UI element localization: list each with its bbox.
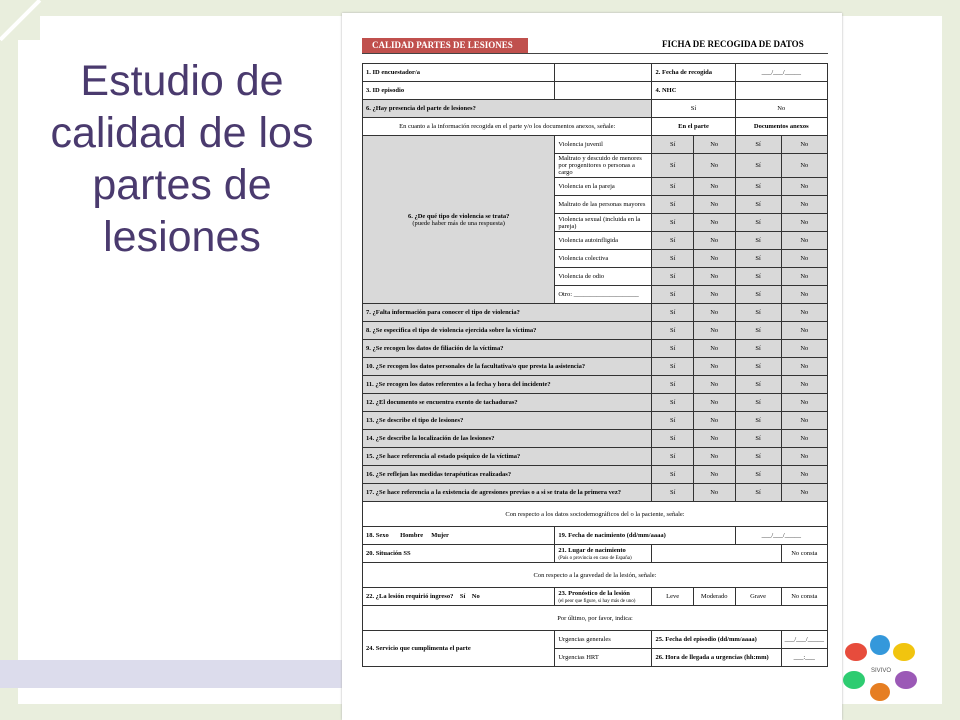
q8-anexo-no[interactable]: No — [781, 322, 827, 340]
q24-servicio — [363, 631, 555, 667]
last-heading: Por último, por favor, indica: — [363, 606, 828, 631]
q10-anexo-no[interactable]: No — [781, 358, 827, 376]
vt8-parte-no[interactable]: No — [693, 286, 735, 304]
q26-label: 26. Hora de llegada a urgencias (hh:mm) — [652, 649, 781, 667]
q23-sub: (el peor que figure, si hay más de uno) — [558, 598, 636, 604]
vt0-parte-no[interactable]: No — [693, 136, 735, 154]
vt1-anexo-no[interactable]: No — [781, 154, 827, 178]
vt8-anexo-yes[interactable]: Sí — [735, 286, 781, 304]
form-table — [362, 63, 828, 667]
q10-parte-no[interactable]: No — [693, 358, 735, 376]
vt7-parte-no[interactable]: No — [693, 268, 735, 286]
q15-parte-yes[interactable]: Sí — [652, 448, 693, 466]
q15-anexo-yes[interactable]: Sí — [735, 448, 781, 466]
q16-anexo-yes[interactable]: Sí — [735, 466, 781, 484]
question-15: 15. ¿Se hace referencia al estado psíquico de la víctima? — [363, 448, 652, 466]
q17-parte-yes[interactable]: Sí — [652, 484, 693, 502]
violence-question-label: 6. ¿De qué tipo de violencia se trata? — [407, 212, 510, 220]
gravity-heading: Con respecto a la gravedad de la lesión, señale: — [363, 563, 828, 588]
q14-anexo-no[interactable]: No — [781, 430, 827, 448]
q13-parte-no[interactable]: No — [693, 412, 735, 430]
question-7: 7. ¿Falta información para conocer el tipo de violencia? — [363, 304, 652, 322]
q9-parte-no[interactable]: No — [693, 340, 735, 358]
corner-star-icon — [0, 0, 40, 40]
q22-si[interactable]: Sí — [459, 593, 466, 600]
vt4-anexo-yes[interactable]: Sí — [735, 214, 781, 232]
violence-type-5: Violencia autoinfligida — [555, 232, 652, 250]
q24-label: 24. Servicio que cumplimenta el parte — [366, 645, 471, 652]
q13-parte-yes[interactable]: Sí — [652, 412, 693, 430]
vt8-anexo-no[interactable]: No — [781, 286, 827, 304]
vt7-anexo-no[interactable]: No — [781, 268, 827, 286]
q11-parte-yes[interactable]: Sí — [652, 376, 693, 394]
violence-type-3: Maltrato de las personas mayores — [555, 196, 652, 214]
hands-logo-icon — [836, 630, 926, 708]
q15-parte-no[interactable]: No — [693, 448, 735, 466]
q11-anexo-no[interactable]: No — [781, 376, 827, 394]
q17-anexo-no[interactable]: No — [781, 484, 827, 502]
question-6: 6. ¿Hay presencia del parte de lesiones? — [363, 100, 652, 118]
info-row-label: En cuanto a la información recogida en el parte y/o los documentos anexos, señale: — [363, 118, 652, 136]
q16-anexo-no[interactable]: No — [781, 466, 827, 484]
nhc-value[interactable] — [735, 82, 827, 100]
question-10: 10. ¿Se recogen los datos personales de la facultativa/o que presta la asistencia? — [363, 358, 652, 376]
fecha-recogida-value[interactable]: ___/___/_____ — [735, 64, 827, 82]
q8-anexo-yes[interactable]: Sí — [735, 322, 781, 340]
q8-parte-yes[interactable]: Sí — [652, 322, 693, 340]
form-document — [342, 13, 842, 720]
vt0-anexo-yes[interactable]: Sí — [735, 136, 781, 154]
field-id-encuestador: 1. ID encuestador/a — [363, 64, 555, 82]
question-14: 14. ¿Se describe la localización de las lesiones? — [363, 430, 652, 448]
logo-text: SIVIVO — [870, 668, 892, 674]
form-header-right: FICHA DE RECOGIDA DE DATOS — [662, 39, 804, 49]
q21-birthplace — [555, 545, 652, 563]
q18-sex-label — [363, 527, 555, 545]
q23-leve[interactable]: Leve — [652, 588, 693, 606]
violence-type-0: Violencia juvenil — [555, 136, 652, 154]
q7-anexo-yes[interactable]: Sí — [735, 304, 781, 322]
vt3-parte-no[interactable]: No — [693, 196, 735, 214]
vt6-anexo-yes[interactable]: Sí — [735, 250, 781, 268]
q20-ss-label: 20. Situación SS — [363, 545, 555, 563]
vt2-parte-yes[interactable]: Sí — [652, 178, 693, 196]
question-17: 17. ¿Se hace referencia a la existencia de agresiones previas o a si se trata de la primera vez? — [363, 484, 652, 502]
q15-anexo-no[interactable]: No — [781, 448, 827, 466]
info-col-parte: En el parte — [652, 118, 735, 136]
vt6-parte-no[interactable]: No — [693, 250, 735, 268]
q14-parte-no[interactable]: No — [693, 430, 735, 448]
violence-type-7: Violencia de odio — [555, 268, 652, 286]
q24-urgencias-generales[interactable]: Urgencias generales — [555, 631, 652, 649]
violence-type-6: Violencia colectiva — [555, 250, 652, 268]
q18-hombre[interactable]: Hombre — [400, 532, 424, 539]
question-9: 9. ¿Se recogen los datos de filiación de la víctima? — [363, 340, 652, 358]
vt4-parte-no[interactable]: No — [693, 214, 735, 232]
q19-birthdate-label: 19. Fecha de nacimiento (dd/mm/aaaa) — [555, 527, 735, 545]
q6-no[interactable]: No — [735, 100, 827, 118]
q7-parte-no[interactable]: No — [693, 304, 735, 322]
q9-anexo-no[interactable]: No — [781, 340, 827, 358]
q22-no[interactable]: No — [471, 593, 480, 600]
q16-parte-yes[interactable]: Sí — [652, 466, 693, 484]
q23-moderado[interactable]: Moderado — [693, 588, 735, 606]
q9-anexo-yes[interactable]: Sí — [735, 340, 781, 358]
q12-parte-no[interactable]: No — [693, 394, 735, 412]
vt2-anexo-no[interactable]: No — [781, 178, 827, 196]
q23-pronostico — [555, 588, 652, 606]
q24-urgencias-hrt[interactable]: Urgencias HRT — [555, 649, 652, 667]
question-12: 12. ¿El documento se encuentra exento de tachaduras? — [363, 394, 652, 412]
vt0-anexo-no[interactable]: No — [781, 136, 827, 154]
q21-label: 21. Lugar de nacimiento — [558, 546, 626, 554]
q17-parte-no[interactable]: No — [693, 484, 735, 502]
vt0-parte-yes[interactable]: Sí — [652, 136, 693, 154]
field-fecha-recogida: 2. Fecha de recogida — [652, 64, 735, 82]
question-8: 8. ¿Se especifica el tipo de violencia ejercida sobre la víctima? — [363, 322, 652, 340]
q21-no-consta[interactable]: No consta — [781, 545, 827, 563]
vt4-anexo-no[interactable]: No — [781, 214, 827, 232]
vt5-parte-yes[interactable]: Sí — [652, 232, 693, 250]
q12-parte-yes[interactable]: Sí — [652, 394, 693, 412]
q18-mujer[interactable]: Mujer — [431, 532, 449, 539]
vt5-anexo-no[interactable]: No — [781, 232, 827, 250]
q21-sub: (País o provincia en caso de España) — [558, 555, 632, 561]
violence-type-1: Maltrato y descuido de menores por progenitores o personas a cargo — [555, 154, 652, 178]
violence-type-4: Violencia sexual (incluida en la pareja) — [555, 214, 652, 232]
q8-parte-no[interactable]: No — [693, 322, 735, 340]
q14-parte-yes[interactable]: Sí — [652, 430, 693, 448]
violence-type-2: Violencia en la pareja — [555, 178, 652, 196]
slide-title: Estudio de calidad de los partes de lesiones — [50, 57, 314, 261]
vt3-parte-yes[interactable]: Sí — [652, 196, 693, 214]
vt1-parte-yes[interactable]: Sí — [652, 154, 693, 178]
question-13: 13. ¿Se describe el tipo de lesiones? — [363, 412, 652, 430]
vt4-parte-yes[interactable]: Sí — [652, 214, 693, 232]
q18-label: 18. Sexo — [366, 532, 389, 539]
bottom-band — [0, 660, 345, 688]
info-col-anexos: Documentos anexos — [735, 118, 827, 136]
q16-parte-no[interactable]: No — [693, 466, 735, 484]
field-id-episodio: 3. ID episodio — [363, 82, 555, 100]
id-episodio-value[interactable] — [555, 82, 652, 100]
vt8-parte-yes[interactable]: Sí — [652, 286, 693, 304]
q11-anexo-yes[interactable]: Sí — [735, 376, 781, 394]
q9-parte-yes[interactable]: Sí — [652, 340, 693, 358]
q7-anexo-no[interactable]: No — [781, 304, 827, 322]
q17-anexo-yes[interactable]: Sí — [735, 484, 781, 502]
vt7-anexo-yes[interactable]: Sí — [735, 268, 781, 286]
violence-type-8: Otro: ____________________ — [555, 286, 652, 304]
q25-value[interactable]: ___/___/_____ — [781, 631, 827, 649]
q25-label: 25. Fecha del episodio (dd/mm/aaaa) — [652, 631, 781, 649]
q6-yes[interactable]: Sí — [652, 100, 735, 118]
form-header-left: CALIDAD PARTES DE LESIONES — [362, 38, 528, 53]
vt1-anexo-yes[interactable]: Sí — [735, 154, 781, 178]
field-nhc: 4. NHC — [652, 82, 735, 100]
q26-value[interactable]: ___:___ — [781, 649, 827, 667]
q19-birthdate-value[interactable]: ___/___/_____ — [735, 527, 827, 545]
vt5-parte-no[interactable]: No — [693, 232, 735, 250]
vt2-parte-no[interactable]: No — [693, 178, 735, 196]
question-11: 11. ¿Se recogen los datos referentes a la fecha y hora del incidente? — [363, 376, 652, 394]
q13-anexo-no[interactable]: No — [781, 412, 827, 430]
q10-parte-yes[interactable]: Sí — [652, 358, 693, 376]
q21-value[interactable] — [652, 545, 781, 563]
q22-label: 22. ¿La lesión requirió ingreso? — [366, 593, 454, 600]
vt6-anexo-no[interactable]: No — [781, 250, 827, 268]
vt7-parte-yes[interactable]: Sí — [652, 268, 693, 286]
q12-anexo-no[interactable]: No — [781, 394, 827, 412]
socio-heading: Con respecto a los datos sociodemográficos del o la paciente, señale: — [363, 502, 828, 527]
q23-no-consta[interactable]: No consta — [781, 588, 827, 606]
logo-graphic — [836, 630, 926, 708]
vt5-anexo-yes[interactable]: Sí — [735, 232, 781, 250]
id-encuestador-value[interactable] — [555, 64, 652, 82]
vt2-anexo-yes[interactable]: Sí — [735, 178, 781, 196]
q7-parte-yes[interactable]: Sí — [652, 304, 693, 322]
q11-parte-no[interactable]: No — [693, 376, 735, 394]
vt1-parte-no[interactable]: No — [693, 154, 735, 178]
q14-anexo-yes[interactable]: Sí — [735, 430, 781, 448]
vt3-anexo-no[interactable]: No — [781, 196, 827, 214]
q10-anexo-yes[interactable]: Sí — [735, 358, 781, 376]
question-violence-type — [363, 136, 555, 304]
question-16: 16. ¿Se reflejan las medidas terapéuticas realizadas? — [363, 466, 652, 484]
q12-anexo-yes[interactable]: Sí — [735, 394, 781, 412]
q23-label: 23. Pronóstico de la lesión — [558, 589, 630, 597]
header-divider — [362, 53, 828, 54]
q23-grave[interactable]: Grave — [735, 588, 781, 606]
q13-anexo-yes[interactable]: Sí — [735, 412, 781, 430]
q22-ingreso — [363, 588, 555, 606]
vt6-parte-yes[interactable]: Sí — [652, 250, 693, 268]
vt3-anexo-yes[interactable]: Sí — [735, 196, 781, 214]
violence-question-sub: (puede haber más de una respuesta) — [412, 219, 505, 227]
